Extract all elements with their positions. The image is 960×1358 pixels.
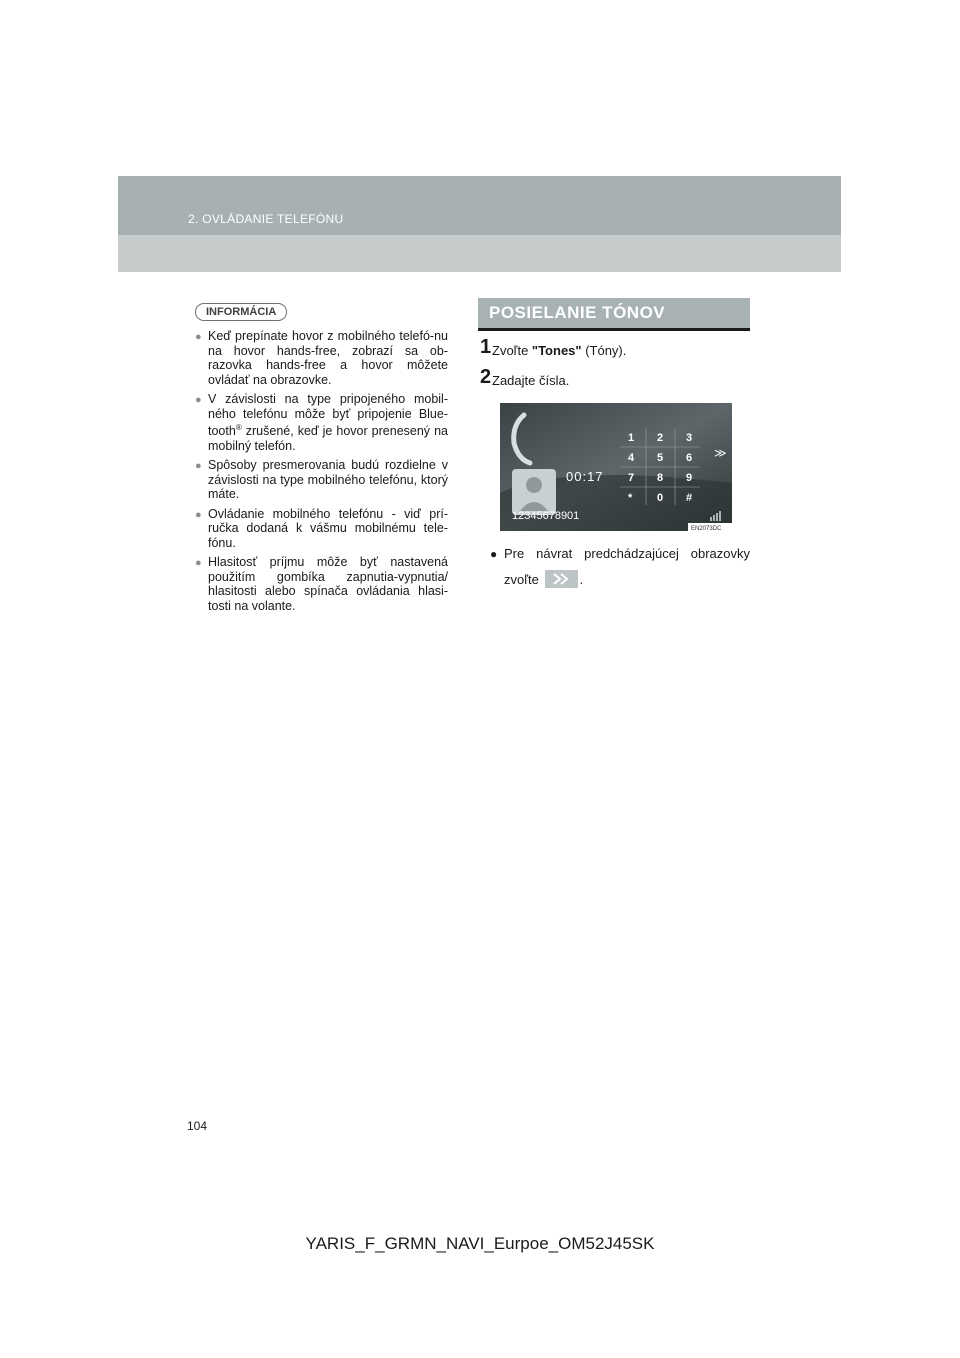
- note-text: .: [579, 572, 584, 587]
- call-timer: 00:17: [566, 469, 604, 484]
- bullet-icon: ●: [195, 394, 202, 406]
- key-7[interactable]: 7: [628, 472, 635, 484]
- info-item: [195, 329, 448, 387]
- header-band: [118, 176, 841, 272]
- chevron-back-icon[interactable]: ≫: [714, 446, 727, 460]
- info-item-text: Hlasitosť príjmu môže byť nastavená použitím gombíka zapnutia-vypnutia/ hlasitosti alebo spínača ovládania hlasi-tosti na volante.: [208, 555, 448, 613]
- document-code: YARIS_F_GRMN_NAVI_Eurpoe_OM52J45SK: [305, 1234, 655, 1253]
- info-badge: INFORMÁCIA: [195, 303, 287, 321]
- key-3[interactable]: 3: [686, 432, 693, 444]
- key-2[interactable]: 2: [657, 432, 664, 444]
- key-8[interactable]: 8: [657, 472, 664, 484]
- key-hash[interactable]: #: [686, 492, 693, 504]
- figure-code: EN2073DC: [691, 526, 722, 531]
- tones-label: "Tones": [531, 343, 582, 358]
- info-item: [195, 555, 448, 613]
- step-number: 1: [480, 336, 492, 358]
- chevron-button[interactable]: [545, 570, 578, 588]
- bullet-icon: ●: [195, 460, 202, 473]
- key-5[interactable]: 5: [657, 452, 664, 464]
- signal-bar: [719, 511, 721, 521]
- page-number: 104: [187, 1119, 208, 1133]
- signal-bar: [716, 513, 718, 521]
- info-box: [195, 302, 448, 618]
- key-4[interactable]: 4: [628, 452, 635, 464]
- step-text: Zvoľte: [492, 343, 532, 358]
- step-1: [478, 336, 750, 361]
- header-top-bar: [118, 176, 841, 235]
- info-item-text: V závislosti na type pripojeného mobil-ného telefónu môže byť pripojenie Blue-tooth: [208, 392, 448, 439]
- key-star[interactable]: *: [628, 492, 633, 504]
- phone-screen-image: [500, 403, 732, 531]
- info-item-text: Spôsoby presmerovania budú rozdielne v závislosti na type mobilného telefónu, ktorý máte.: [208, 458, 448, 502]
- signal-bar: [713, 515, 715, 521]
- info-item: [195, 392, 448, 453]
- signal-bar: [710, 517, 712, 521]
- step-text: Zadajte čísla.: [492, 373, 570, 388]
- tones-section: [478, 298, 750, 593]
- key-9[interactable]: 9: [686, 472, 693, 484]
- step-number: 2: [480, 366, 492, 388]
- info-list: [195, 329, 448, 613]
- info-item-text: Keď prepínate hovor z mobilného telefó-nu na hovor hands-free, zobrazí sa ob-razovka hands-free a hovor môžete ovládať na obrazovke.: [208, 329, 448, 387]
- avatar-head: [526, 477, 542, 493]
- key-6[interactable]: 6: [686, 452, 693, 464]
- double-chevron-icon: [545, 570, 578, 588]
- bullet-icon: ●: [490, 547, 498, 561]
- registered-mark: ®: [235, 423, 242, 432]
- step-text: (Tóny).: [581, 343, 627, 358]
- section-heading: POSIELANIE TÓNOV: [478, 298, 750, 331]
- note-text: Pre návrat predchádzajúcej obrazovky zvoľte: [504, 546, 750, 587]
- bullet-icon: ●: [195, 557, 202, 570]
- bullet-icon: ●: [195, 331, 202, 343]
- bullet-icon: ●: [195, 508, 202, 521]
- info-item-text: Ovládanie mobilného telefónu - viď prí-ručka dodaná k vášmu mobilnému tele-fónu.: [208, 506, 448, 550]
- step-2: [478, 366, 750, 391]
- info-item: [195, 507, 448, 551]
- info-item: [195, 458, 448, 502]
- info-item-text: zrušené, keď je hovor prenesený na mobilný telefón.: [208, 424, 448, 453]
- dialed-number: 12345678901: [512, 510, 580, 522]
- note: [490, 541, 750, 593]
- key-0[interactable]: 0: [657, 492, 664, 504]
- section-title: 2. OVLÁDANIE TELEFÓNU: [188, 212, 344, 226]
- key-1[interactable]: 1: [628, 432, 635, 444]
